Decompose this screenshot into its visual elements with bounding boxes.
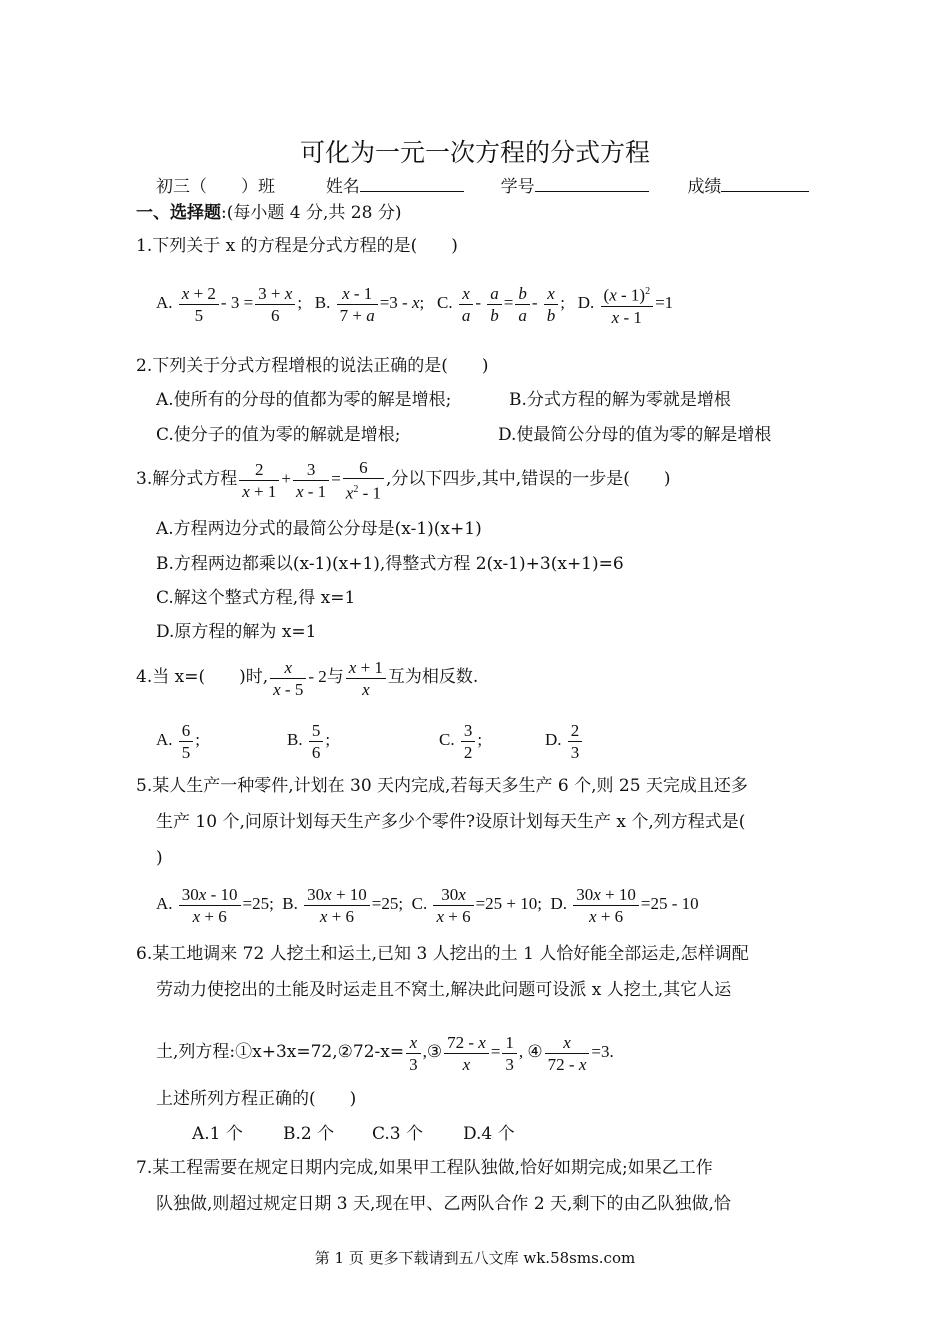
score-blank [721,176,809,192]
q1-options: A. $\frac{x + 2}{5}$ - 3 = $\frac{3 + x}{6}$ ; B. $\frac{x - 1}{7 + a}$ =3 - x; C. $\frac{x}{a}$ - $\frac{a}{b}$ = $\frac{b}{a}$ - $\frac{x}{b}$ ; D. $\frac{(x - 1)^2}{x - 1}$ =1 [156,281,673,328]
q4-suffix: 互为相反数. [387,667,479,687]
q4-prefix: 4.当 x=( )时, [136,667,269,687]
q5-line2: 生产 10 个,问原计划每天生产多少个零件?设原计划每天生产 x 个,列方程式是( [156,812,746,832]
q3-suffix: ,分以下四步,其中,错误的一步是( ) [386,469,671,490]
class-label: 初三（ ）班 [156,177,275,197]
section-heading [136,202,401,224]
q4-stem: 4.当 x=( )时, $\frac{x}{x - 5}$ - 2与 $\frac{x + 1}{x}$ 互为相反数. [136,657,479,699]
q5-line1: 5.某人生产一种零件,计划在 30 天内完成,若每天多生产 6 个,则 25 天完成且还多 [136,776,748,796]
q6-eq-prefix: 土,列方程:①x+3x=72,②72-x= [156,1042,405,1062]
q6-option-b: B.2 个 [283,1124,335,1144]
q7-line1: 7.某工程需要在规定日期内完成,如果甲工程队独做,恰好如期完成;如果乙工作 [136,1158,713,1178]
q5-line3: ) [156,848,163,868]
q1-stem: 1.下列关于 x 的方程是分式方程的是( ) [136,236,458,256]
q4-option-b: B. $\frac{5}{6}$ ; [287,720,331,762]
q6-option-c: C.3 个 [372,1124,424,1144]
q2-option-b: B.分式方程的解为零就是增根 [509,390,731,410]
document-title: 可化为一元一次方程的分式方程 [299,138,650,167]
q4-option-a: A. $\frac{6}{5}$ ; [156,720,201,762]
q3-option-b: B.方程两边都乘以(x-1)(x+1),得整式方程 2(x-1)+3(x+1)=6 [156,554,624,574]
q2-option-a: A.使所有的分母的值都为零的解是增根; [156,390,452,410]
name-blank [360,176,464,192]
q4-mid: 与 [326,667,344,687]
q3-option-a: A.方程两边分式的最简公分母是(x-1)(x+1) [156,519,482,539]
header-line [156,176,809,198]
name-label: 姓名 [325,177,360,197]
q4-option-c: C. $\frac{3}{2}$ ; [439,720,483,762]
q7-line2: 队独做,则超过规定日期 3 天,现在甲、乙两队合作 2 天,剩下的由乙队独做,恰 [156,1194,731,1214]
id-blank [535,176,649,192]
q4-option-d: D. $\frac{2}{3}$ [545,718,584,763]
q2-option-c: C.使分子的值为零的解就是增根; [156,425,401,445]
q6-equations: 土,列方程:①x+3x=72,②72-x= $\frac{x}{3}$ ,③ $\frac{72 - x}{x}$ = $\frac{1}{3}$ , ④ $\frac{x}{72 - x}$ =3. [156,1032,614,1074]
q3-prefix: 3.解分式方程 [136,469,238,490]
q2-stem: 2.下列关于分式方程增根的说法正确的是( ) [136,356,489,376]
q6-line1: 6.某工地调来 72 人挖土和运土,已知 3 人挖出的土 1 人恰好能全部运走,怎样调配 [136,944,749,964]
q6-option-a: A.1 个 [192,1124,243,1144]
page-footer: 第 1 页 更多下载请到五八文库 wk.58sms.com [314,1249,636,1267]
q3-stem: 3.解分式方程 $\frac{2}{x + 1}$ + $\frac{3}{x - 1}$ = $\frac{6}{x^2 - 1}$ ,分以下四步,其中,错误的一步是( ) [136,458,671,503]
score-label: 成绩 [687,177,722,197]
q3-option-c: C.解这个整式方程,得 x=1 [156,588,356,608]
q2-option-d: D.使最简公分母的值为零的解是增根 [498,425,772,445]
q6-option-d: D.4 个 [463,1124,515,1144]
q6-line2: 劳动力使挖出的土能及时运走且不窝土,解决此问题可设派 x 人挖土,其它人运 [156,980,732,1000]
q5-options: A. $\frac{30x - 10}{x + 6}$ =25; B. $\frac{30x + 10}{x + 6}$ =25; C. $\frac{30x}{x + 6}$ =25 + 10; D. $\frac{30x + 10}{x + 6}$ =25 - 10 [156,884,699,926]
section-title: 一、选择题 [136,203,221,223]
section-note: :(每小题 4 分,共 28 分) [221,203,402,223]
q3-option-d: D.原方程的解为 x=1 [156,622,317,642]
id-label: 学号 [500,177,535,197]
q6-sub: 上述所列方程正确的( ) [156,1089,357,1109]
